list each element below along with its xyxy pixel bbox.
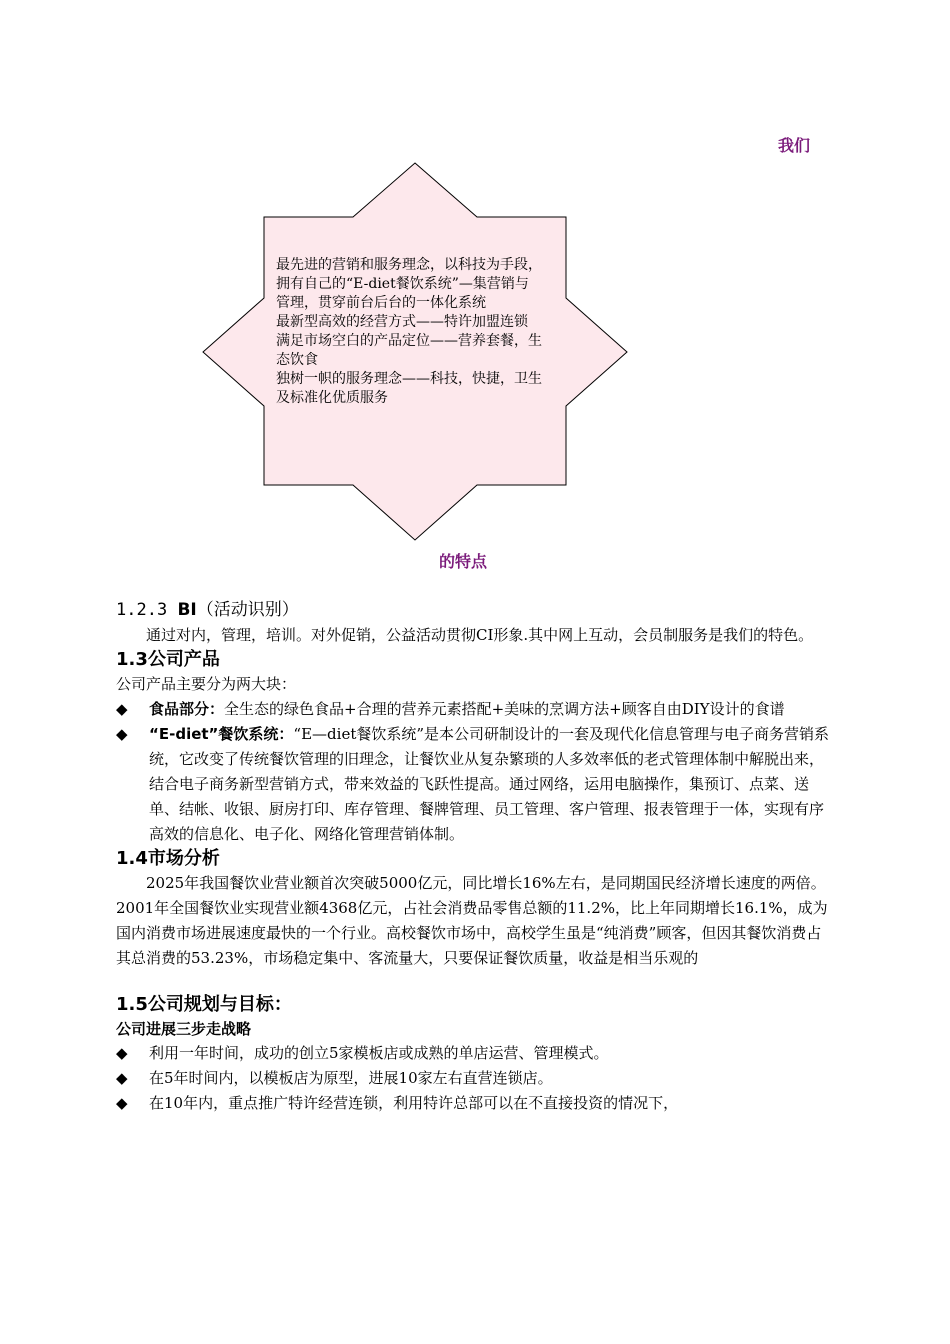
star-line: 最新型高效的经营方式——特许加盟连锁 (276, 314, 528, 330)
diamond-bullet-icon: ◆ (116, 1069, 128, 1087)
plan-item-text: 在5年时间内，以模板店为原型，进展10家左右直营连锁店。 (149, 1069, 553, 1087)
star-line: 满足市场空白的产品定位——营养套餐，生 (276, 333, 542, 349)
diamond-bullet-icon: ◆ (116, 1044, 128, 1062)
products-intro: 公司产品主要分为两大块： (116, 675, 297, 693)
product-item-ediet (116, 722, 836, 847)
plan-item (116, 1041, 836, 1066)
product-item-food (116, 697, 836, 722)
diagram-label-top: 我们 (778, 136, 811, 155)
market-paragraph: 2025年我国餐饮业营业额首次突破5000亿元，同比增长16%左右，是同期国民经济增长速度的两倍。 2001年全国餐饮业实现营业额4368亿元，占社会消费品零售总额的11.2%，比上年同期增长16.1%，成为国内消费市场进展速度最快的一个行业。高校餐饮市场中，高校学生虽是“纯消费”顾客，但因其餐饮消费占其总消费的53.23%，市场稳定集中、客流量大，只要保证餐饮质量，收益是相当乐观的 (116, 874, 828, 967)
products-heading: 1.3公司产品 (116, 649, 220, 670)
diamond-bullet-icon: ◆ (116, 700, 128, 718)
bi-heading-bold: BI (177, 600, 197, 620)
bi-heading-number: 1.2.3 (116, 600, 168, 620)
plan-item-text: 在10年内，重点推广特许经营连锁，利用特许总部可以在不直接投资的情况下， (149, 1094, 679, 1112)
plan-subheading: 公司进展三步走战略 (116, 1020, 252, 1038)
star-line: 态饮食 (276, 352, 318, 368)
plan-item (116, 1066, 836, 1091)
star-text-block (276, 256, 611, 408)
plan-item (116, 1091, 836, 1116)
star-line: 拥有自己的“E-diet餐饮系统”—集营销与 (276, 276, 529, 292)
market-heading: 1.4市场分析 (116, 848, 220, 869)
star-line: 管理，贯穿前台后台的一体化系统 (276, 295, 486, 311)
plan-item-text: 利用一年时间，成功的创立5家模板店或成熟的单店运营、管理模式。 (149, 1044, 609, 1062)
product-item-text: 全生态的绿色食品+合理的营养元素搭配+美味的烹调方法+顾客自由DIY设计的食谱 (224, 700, 785, 718)
product-item-text: “E—diet餐饮系统”是本公司研制设计的一套及现代化信息管理与电子商务营销系统，它改变了传统餐饮管理的旧理念，让餐饮业从复杂繁琐的人多效率低的老式管理体制中解脱出来，结合电子商务新型营销方式，带来效益的飞跃性提高。通过网络，运用电脑操作，集预订、点菜、送单、结帐、收银、厨房打印、库存管理、餐牌管理、员工管理、客户管理、报表管理于一体，实现有序高效的信息化、电子化、网络化管理营销体制。 (149, 725, 830, 843)
plan-heading: 1.5公司规划与目标： (116, 994, 292, 1015)
star-line: 独树一帜的服务理念——科技，快捷，卫生 (276, 371, 542, 387)
product-item-lead: 食品部分： (149, 700, 225, 718)
spacer (116, 971, 836, 993)
product-item-lead: “E-diet”餐饮系统： (149, 725, 294, 743)
bi-paragraph: 通过对内，管理，培训。对外促销，公益活动贯彻CI形象.其中网上互动，会员制服务是我们的特色。 (146, 626, 814, 644)
star-line: 最先进的营销和服务理念，以科技为手段， (276, 257, 542, 273)
document-body (116, 597, 836, 1116)
bi-heading (116, 597, 836, 623)
diagram-label-bottom: 的特点 (439, 552, 488, 571)
star-line: 及标准化优质服务 (276, 390, 388, 406)
diamond-bullet-icon: ◆ (116, 725, 128, 743)
diamond-bullet-icon: ◆ (116, 1094, 128, 1112)
bi-heading-rest: （活动识别） (196, 600, 299, 620)
